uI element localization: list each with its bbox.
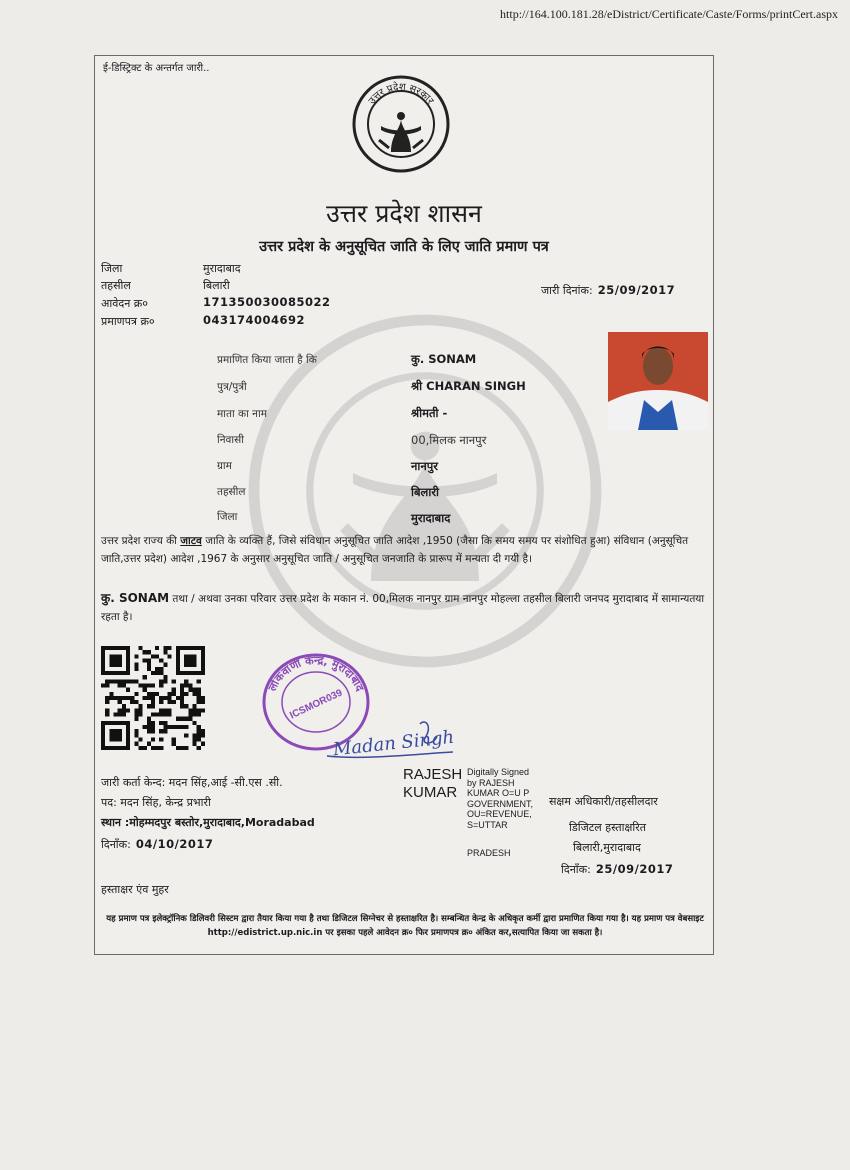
tehsil-value: बिलारी [203,279,230,292]
top-note: ई-डिस्ट्रिक्ट के अन्तर्गत जारी.. [103,63,210,74]
detail-label-child-of: पुत्र/पुत्री [217,381,247,393]
detail-value-district: मुरादाबाद [411,511,451,525]
caste-paragraph: उत्तर प्रदेश राज्य की जाटव जाति के व्यक्ति हैं, जिसे संविधान अनुसूचित जाति आदेश ,1950 (जैसा कि समय समय पर संशोधित हुआ) संविधान (अनुसूचित जाति,उत्तर प्रदेश) आदेश ,1967 के अनुसार अनुसूचित जाति / अनुसूचित जनजाति के प्रारूप में मन्यता दी गयी है। [101,535,689,565]
residence-name: कु. SONAM [101,591,170,605]
authority-location: बिलारी,मुरादाबाद [573,841,641,854]
issuer-center: जारी कर्ता केन्द: मदन सिंह,आई -सी.एस .सी. [101,776,283,789]
detail-value-name: कु. SONAM [411,352,477,366]
issue-date-label: जारी दिनांक: [541,284,593,297]
applicant-photo [608,332,708,430]
tehsil-label: तहसील [101,279,131,292]
detail-value-tehsil: बिलारी [411,485,440,499]
svg-text:लोकवाणी केन्द्र, मुरादाबाद [264,653,366,694]
issuer-date-label: दिनाँक: [101,838,131,851]
application-number: 171350030085022 [203,295,331,309]
district-value: मुरादाबाद [203,262,241,275]
person-photo-icon [608,332,708,430]
caste-name: जाटव [180,535,202,547]
district-label: जिला [101,262,123,275]
issue-date-value: 25/09/2017 [597,283,676,297]
residence-paragraph: कु. SONAM तथा / अथवा उनका परिवार उत्तर प्रदेश के मकान नं. 00,मिलक नानपुर ग्राम नानपुर मोहल्ला तहसील बिलारी जनपद मुरादाबाद में सामान्यतया रहता है। [101,591,705,623]
detail-value-father: श्री CHARAN SINGH [411,379,526,393]
issuer-post: पद: मदन सिंह, केन्द्र प्रभारी [101,796,211,809]
digital-signer-name: RAJESH KUMAR [403,766,463,801]
page-url: http://164.100.181.28/eDistrict/Certificate/Caste/Forms/printCert.aspx [500,7,838,21]
authority-title: सक्षम अधिकारी/तहसीलदार [549,795,658,808]
verification-footer: यह प्रमाण पत्र इलेक्ट्रॉनिक डिलिवरी सिस्टम द्वारा तैयार किया गया है तथा डिजिटल सिग्नेचर से हस्ताक्षरित है। सम्बन्धित केन्द्र के अधिकृत कर्मी द्वारा प्रमाणित किया गया है। यह प्रमाण पत्र वेबसाइट http://edistrict.up.nic.in पर इसका पहले आवेदन क्र० फिर प्रमाणपत्र क्र० अंकित कर,सत्यापित किया जा सकता है। [106,914,704,938]
certificate-number: 043174004692 [203,313,306,327]
detail-value-resident: 00,मिलक नानपुर [411,433,487,447]
certificate [94,55,714,955]
handwritten-signature [325,716,455,766]
detail-value-village: नानपुर [411,459,438,473]
authority-date-label: दिनाँक: [561,863,591,876]
detail-label-resident: निवासी [217,434,244,446]
detail-label-district: जिला [217,511,238,523]
signature-text: Madan Singh [332,726,455,761]
government-title: उत्तर प्रदेश शासन [326,199,482,228]
issuer-date [101,833,213,852]
detail-label-certified: प्रमाणित किया जाता है कि [217,354,317,366]
certificate-number-label: प्रमाणपत्र क्र० [101,315,155,328]
emblem-text: उत्तर प्रदेश सरकार [366,81,436,107]
stamp-outer-text: लोकवाणी केन्द्र, मुरादाबाद [265,653,367,694]
authority-date [561,858,673,877]
issuer-place: स्थान :मोहम्मदपुर बस्तोर,मुरादाबाद,Moradabad [101,816,315,829]
certificate-title: उत्तर प्रदेश के अनुसूचित जाति के लिए जाति प्रमाण पत्र [259,239,549,255]
qr-code-icon [101,646,205,750]
issue-date [541,279,675,298]
issuer-date-value: 04/10/2017 [135,837,214,851]
up-emblem-icon [351,74,451,174]
authority-date-value: 25/09/2017 [595,862,674,876]
detail-label-tehsil: तहसील [217,486,246,498]
detail-value-mother: श्रीमती - [411,406,448,420]
application-label: आवेदन क्र० [101,297,148,310]
signature-seal-label: हस्ताक्षर एंव मुहर [101,883,169,896]
detail-label-village: ग्राम [217,460,232,472]
detail-label-mother: माता का नाम [217,408,267,420]
authority-digitally-signed: डिजिटल हस्ताक्षरित [569,821,646,834]
digital-signature-details: Digitally Signed by RAJESH KUMAR O=U P GOVERNMENT, OU=REVENUE, S=UTTAR [467,767,534,830]
digital-signature-state: PRADESH [467,848,511,858]
stamp-center-code: ICSMOR039 [288,687,345,722]
